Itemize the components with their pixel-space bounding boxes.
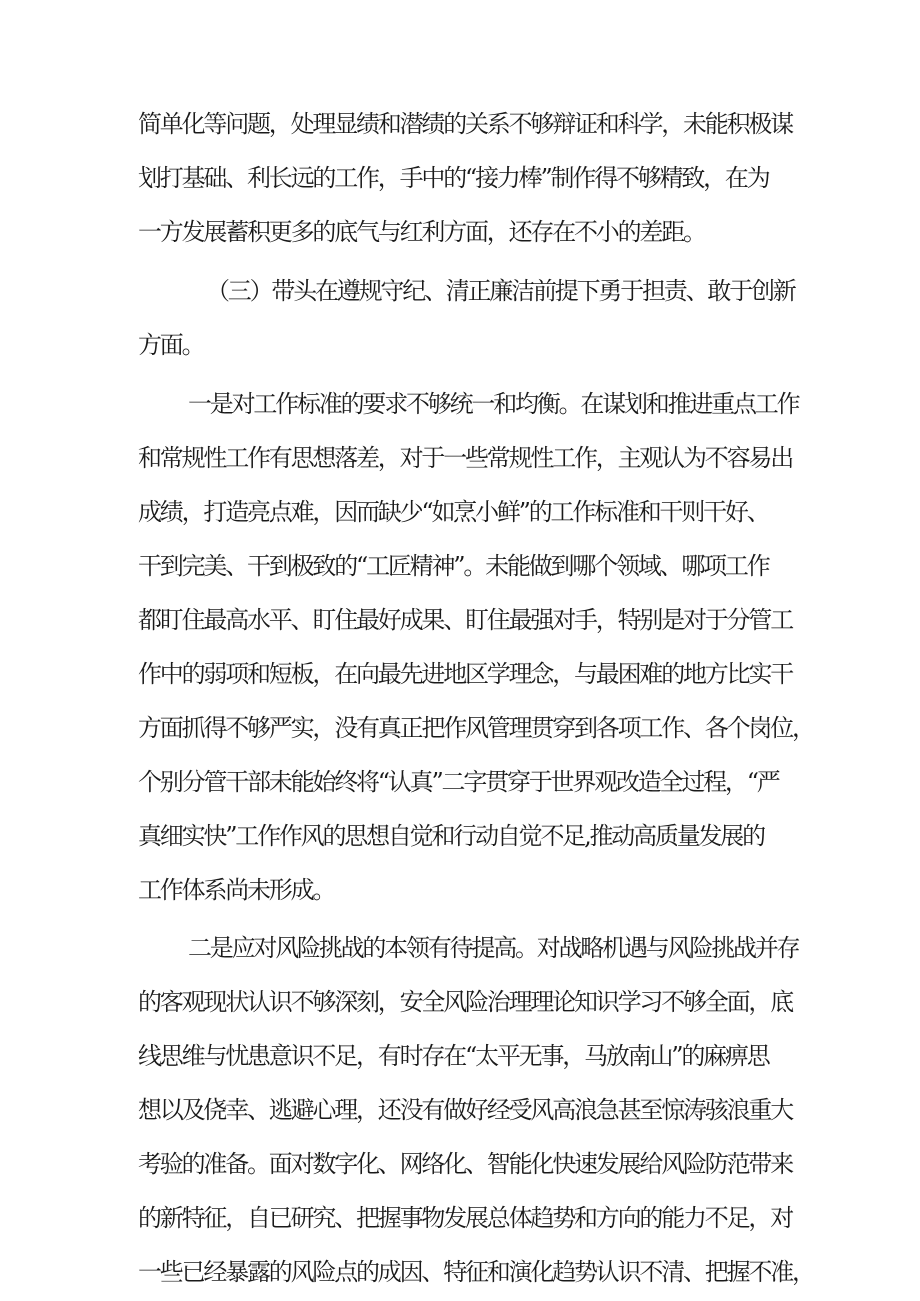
text-line: 划打基础、利长远的工作，手中的“接力棒”制作得不够精致，在为 bbox=[138, 164, 769, 192]
section-heading: （三）带头在遵规守纪、清正廉洁前提下勇于担责、敢于创新 bbox=[206, 277, 795, 305]
paragraph-start: 二是应对风险挑战的本领有待提高。对战略机遇与风险挑战并存 bbox=[188, 934, 799, 962]
text-line: 作中的弱项和短板，在向最先进地区学理念，与最困难的地方比实干 bbox=[138, 660, 792, 688]
text-line: 考验的准备。面对数字化、网络化、智能化快速发展给风险防范带来 bbox=[138, 1150, 792, 1178]
text-line: 的新特征，自已研究、把握事物发展总体趋势和方向的能力不足，对 bbox=[138, 1204, 792, 1232]
text-line: 工作体系尚未形成。 bbox=[138, 876, 335, 904]
text-line: 的客观现状认识不够深刻，安全风险治理理论知识学习不够全面，底 bbox=[138, 988, 792, 1016]
text-line: 一些已经暴露的风险点的成因、特征和演化趋势认识不清、把握不准， bbox=[138, 1258, 814, 1286]
text-line: 都盯住最高水平、盯住最好成果、盯住最强对手，特别是对于分管工 bbox=[138, 606, 792, 634]
paragraph-start: 一是对工作标准的要求不够统一和均衡。在谋划和推进重点工作 bbox=[188, 390, 799, 418]
section-heading-continued: 方面。 bbox=[138, 331, 204, 359]
text-line: 和常规性工作有思想落差，对于一些常规性工作，主观认为不容易出 bbox=[138, 444, 792, 472]
text-line: 线思维与忧患意识不足，有时存在“太平无事，马放南山”的麻痹思 bbox=[138, 1042, 769, 1070]
text-line: 干到完美、干到极致的“工匠精神”。未能做到哪个领域、哪项工作 bbox=[138, 552, 769, 580]
text-line: 简单化等问题，处理显绩和潜绩的关系不够辩证和科学，未能积极谋 bbox=[138, 110, 792, 138]
text-line: 个别分管干部未能始终将“认真”二字贯穿于世界观改造全过程，“严 bbox=[138, 768, 779, 796]
text-line: 想以及侥幸、逃避心理，还没有做好经受风高浪急甚至惊涛骇浪重大 bbox=[138, 1096, 792, 1124]
text-line: 一方发展蓄积更多的底气与红利方面，还存在不小的差距。 bbox=[138, 218, 705, 246]
text-line: 真细实快”工作作风的思想自觉和行动自觉不足,推动高质量发展的 bbox=[138, 822, 764, 850]
text-line: 成绩，打造亮点难，因而缺少“如烹小鲜”的工作标准和干则干好、 bbox=[138, 498, 769, 526]
text-line: 方面抓得不够严实，没有真正把作风管理贯穿到各项工作、各个岗位， bbox=[138, 714, 814, 742]
